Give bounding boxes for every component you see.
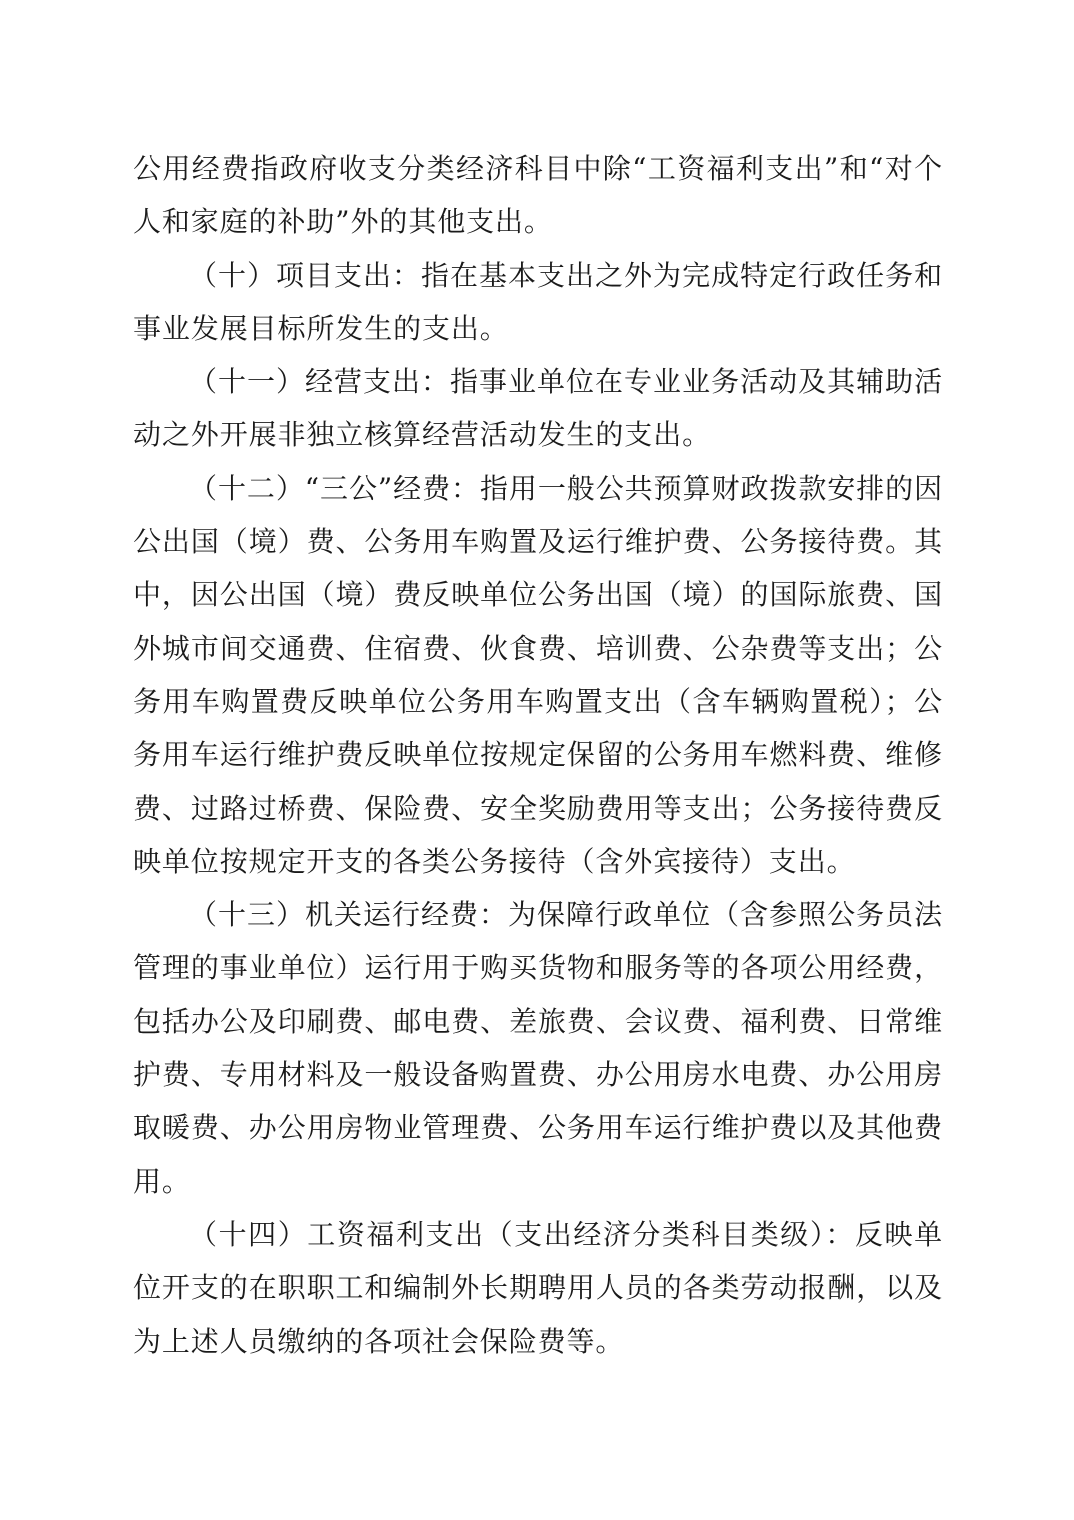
paragraph-public-expenses-continued: 公用经费指政府收支分类经济科目中除“工资福利支出”和“对个人和家庭的补助”外的其他支出。 xyxy=(133,152,943,239)
paragraph-agency-operating-funds: （十三）机关运行经费：为保障行政单位（含参照公务员法管理的事业单位）运行用于购买货物和服务等的各项公用经费，包括办公及印刷费、邮电费、差旅费、会议费、福利费、日常维护费、专用材料及一般设备购置费、办公用房水电费、办公用房取暖费、办公用房物业管理费、公务用车运行维护费以及其他费用。 xyxy=(133,898,943,1198)
paragraph-three-public-expenses: （十二）“三公”经费：指用一般公共预算财政拨款安排的因公出国（境）费、公务用车购置及运行维护费、公务接待费。其中，因公出国（境）费反映单位公务出国（境）的国际旅费、国外城市间交通费、住宿费、伙食费、培训费、公杂费等支出；公务用车购置费反映单位公务用车购置支出（含车辆购置税）；公务用车运行维护费反映单位按规定保留的公务用车燃料费、维修费、过路过桥费、保险费、安全奖励费用等支出；公务接待费反映单位按规定开支的各类公务接待（含外宾接待）支出。 xyxy=(133,471,943,878)
paragraph-operating-expenditure: （十一）经营支出：指事业单位在专业业务活动及其辅助活动之外开展非独立核算经营活动发生的支出。 xyxy=(133,365,943,452)
document-body xyxy=(133,142,943,1368)
paragraph-project-expenditure: （十）项目支出：指在基本支出之外为完成特定行政任务和事业发展目标所发生的支出。 xyxy=(133,258,943,345)
paragraph-wages-welfare: （十四）工资福利支出（支出经济分类科目类级）：反映单位开支的在职职工和编制外长期聘用人员的各类劳动报酬，以及为上述人员缴纳的各项社会保险费等。 xyxy=(133,1217,943,1358)
